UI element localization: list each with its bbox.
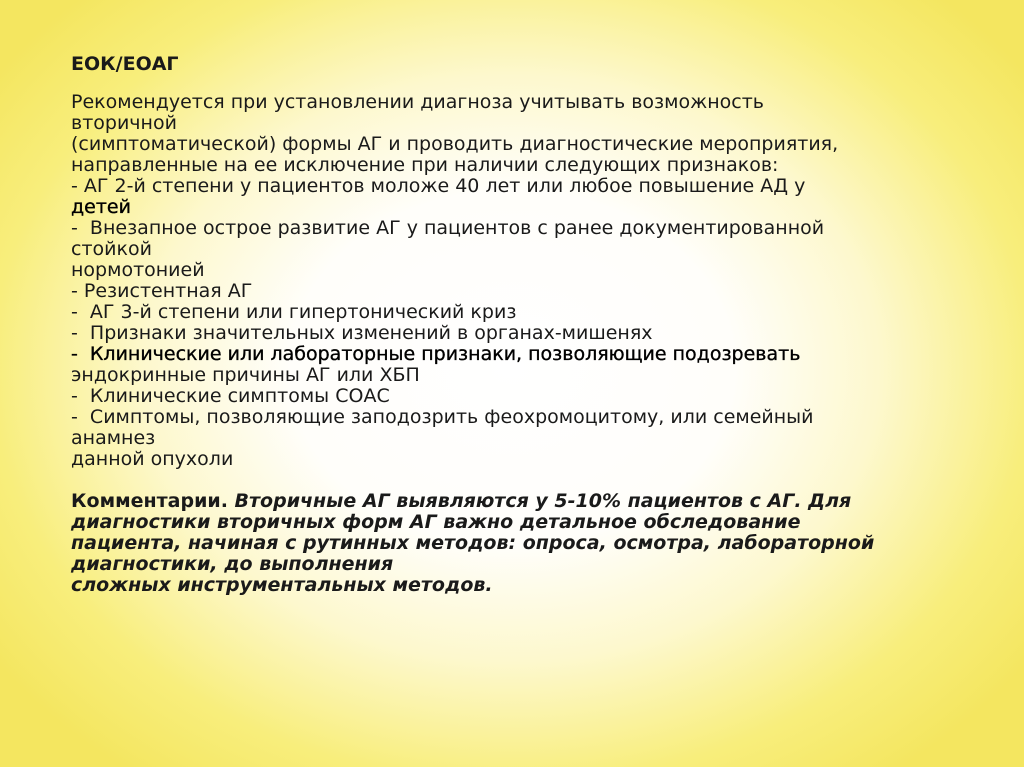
comment-label: Комментарии. bbox=[71, 490, 228, 512]
recommendation-text bbox=[71, 92, 971, 491]
text-line: эндокринные причины АГ или ХБП bbox=[71, 364, 420, 386]
text-line: направленные на ее исключение при наличии следующих признаков: bbox=[71, 154, 779, 176]
comment-line: сложных инструментальных методов. bbox=[71, 574, 493, 596]
text-line: данной опухоли bbox=[71, 448, 234, 470]
comment-line bbox=[71, 491, 971, 512]
slide-title: ЕОК/ЕОАГ bbox=[71, 53, 179, 75]
blank-line bbox=[71, 470, 971, 491]
text-line: вторичной bbox=[71, 112, 177, 134]
comment-block bbox=[71, 491, 971, 596]
slide-content bbox=[71, 52, 971, 596]
text-line: - Клинические или лабораторные признаки, позволяющие подозревать bbox=[71, 343, 801, 365]
comment-line: диагностики, до выполнения bbox=[71, 553, 394, 575]
text-line: анамнез bbox=[71, 427, 156, 449]
text-line: - АГ 2-й степени у пациентов моложе 40 лет или любое повышение АД у bbox=[71, 175, 806, 197]
text-line: - Признаки значительных изменений в органах-мишенях bbox=[71, 322, 653, 344]
comment-line: диагностики вторичных форм АГ важно детальное обследование bbox=[71, 511, 801, 533]
text-line: - Резистентная АГ bbox=[71, 280, 253, 302]
text-line: Рекомендуется при установлении диагноза учитывать возможность bbox=[71, 91, 764, 113]
text-line: - Внезапное острое развитие АГ у пациентов с ранее документированной bbox=[71, 217, 825, 239]
text-line: стойкой bbox=[71, 238, 152, 260]
text-line: детей bbox=[71, 196, 131, 218]
text-line: нормотонией bbox=[71, 259, 205, 281]
text-line: (симптоматической) формы АГ и проводить диагностические мероприятия, bbox=[71, 133, 839, 155]
text-line: - Симптомы, позволяющие заподозрить феохромоцитому, или семейный bbox=[71, 406, 814, 428]
text-line: - Клинические симптомы СОАС bbox=[71, 385, 390, 407]
comment-line: пациента, начиная с рутинных методов: опроса, осмотра, лабораторной bbox=[71, 532, 875, 554]
text-line: - АГ 3-й степени или гипертонический криз bbox=[71, 301, 517, 323]
comment-text: Вторичные АГ выявляются у 5-10% пациентов с АГ. Для bbox=[227, 490, 852, 512]
